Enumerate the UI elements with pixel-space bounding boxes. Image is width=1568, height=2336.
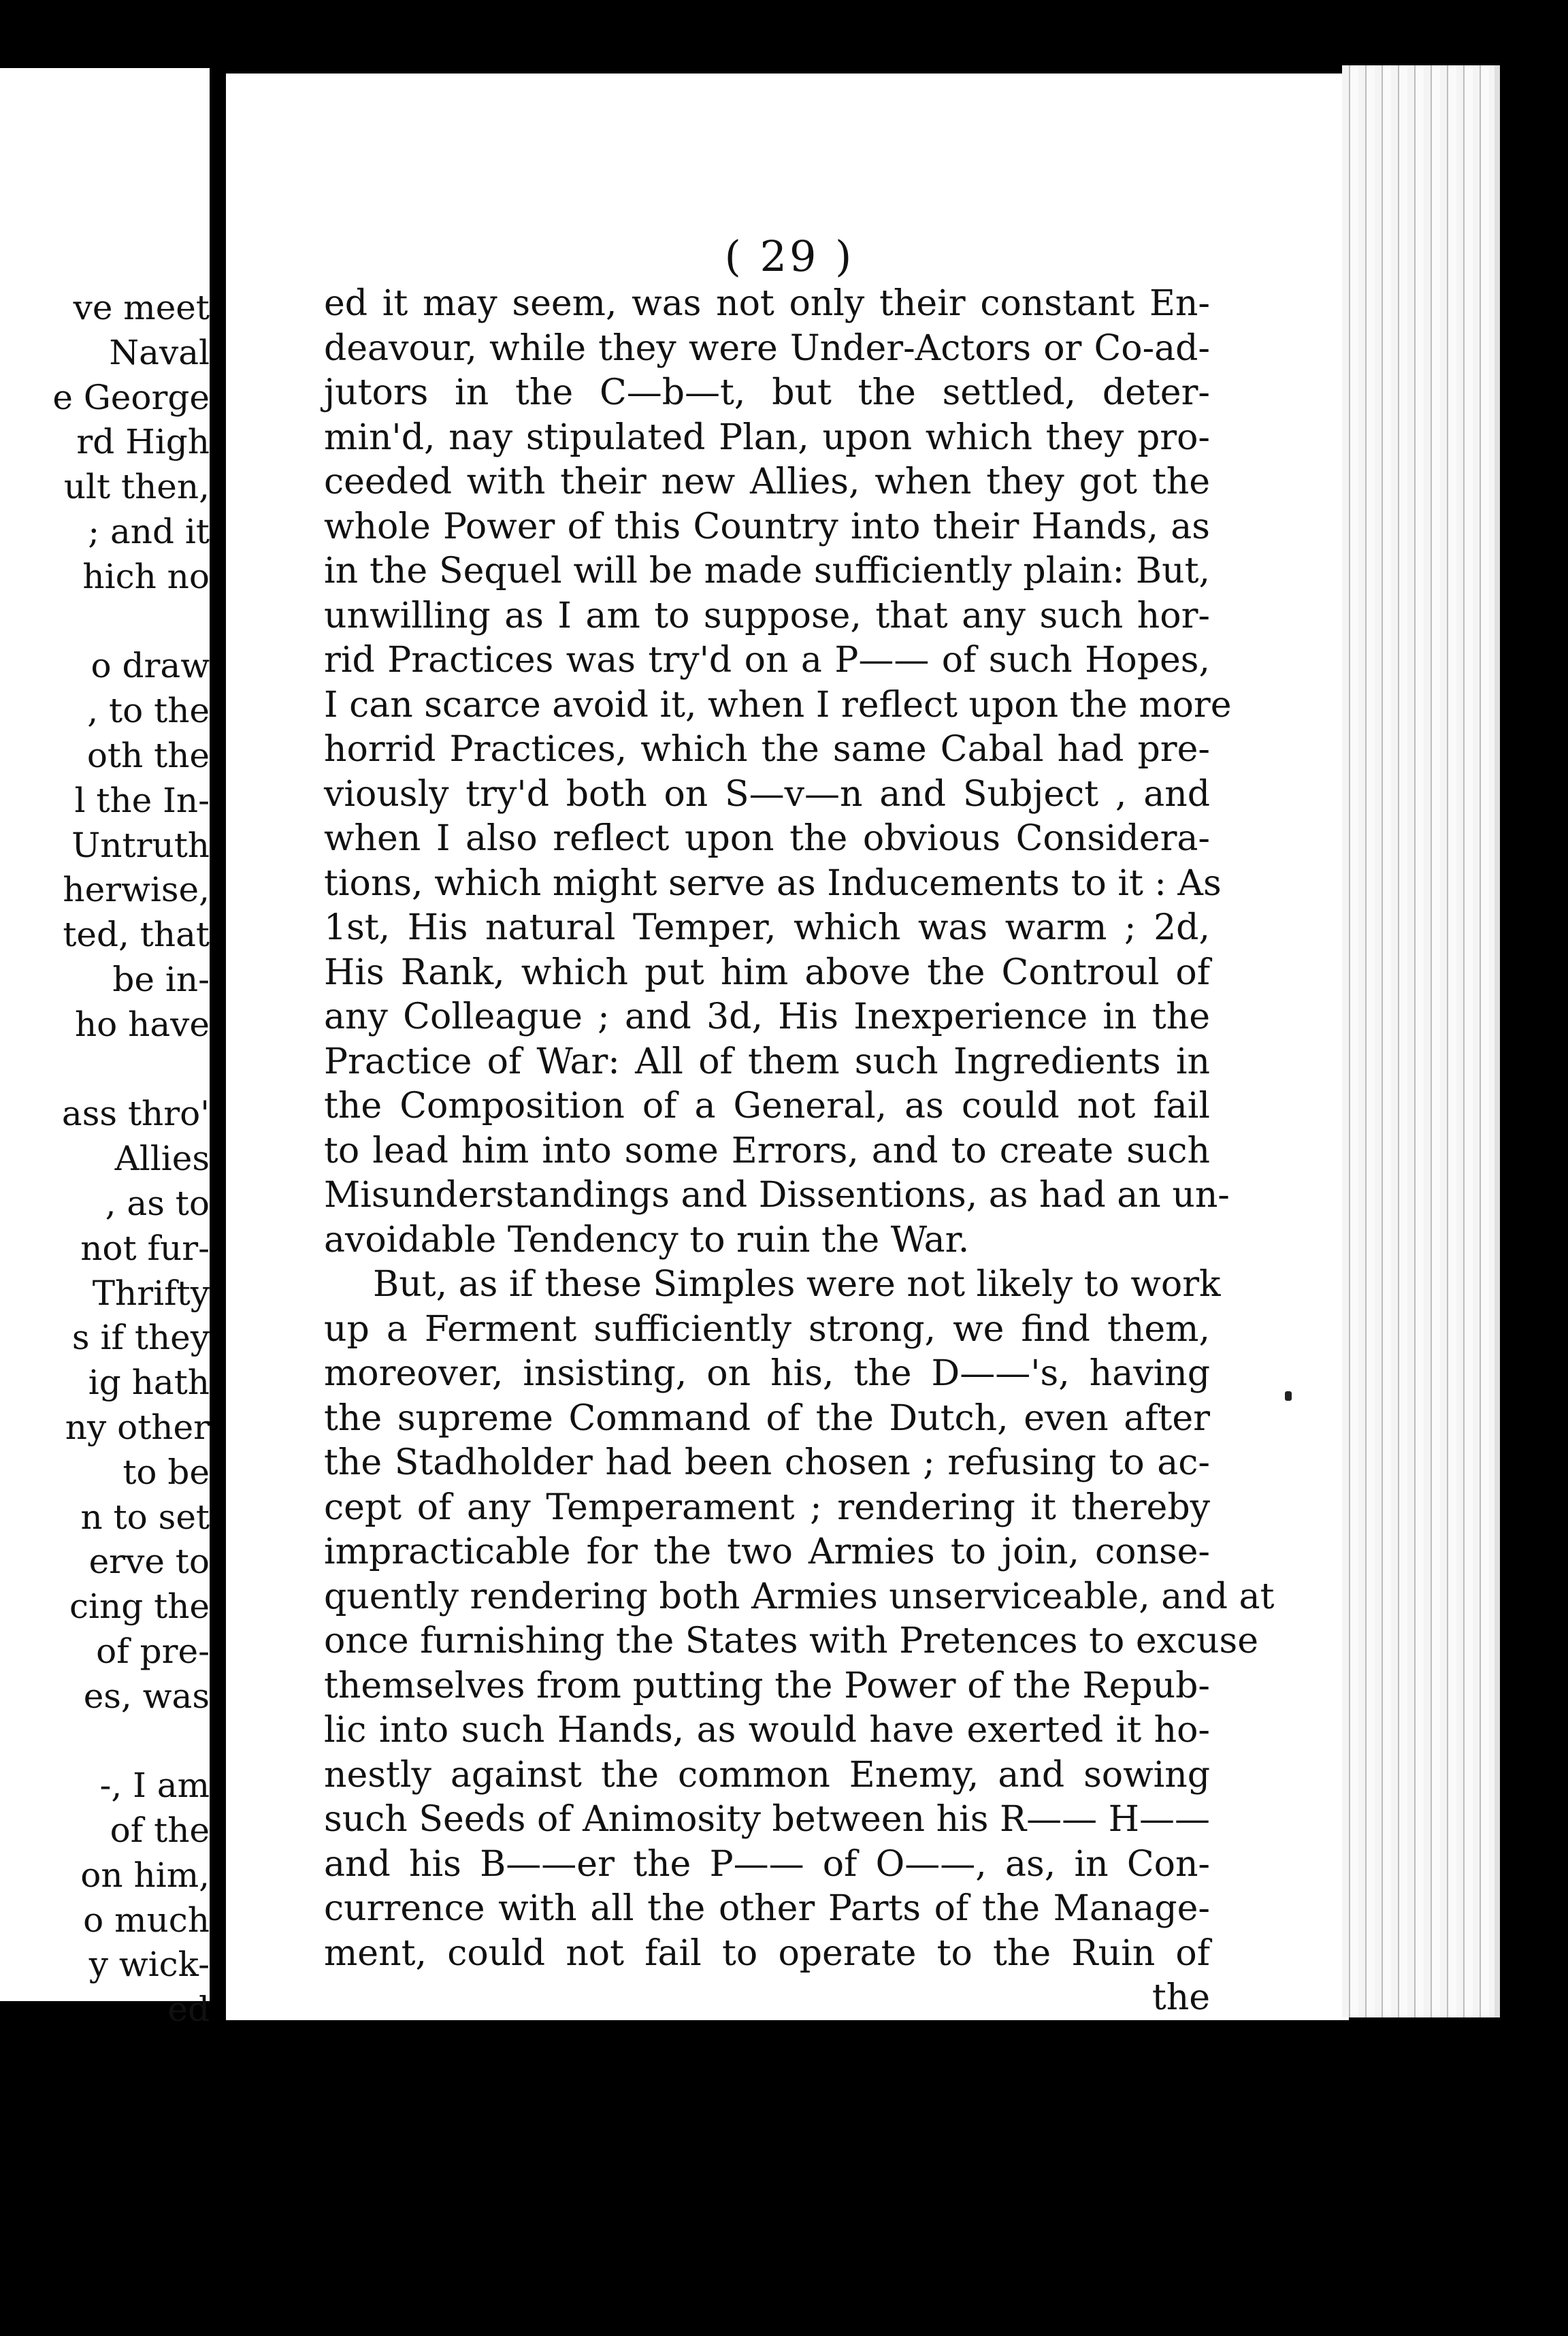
text-line: Misunderstandings and Dissentions, as had an un-: [324, 1175, 1230, 1216]
left-page-line: ig hath: [88, 1363, 210, 1403]
text-line: I can scarce avoid it, when I reflect upon the more: [324, 684, 1232, 726]
text-line: the Stadholder had been chosen ; refusing to ac-: [324, 1442, 1210, 1483]
text-line: ceeded with their new Allies, when they got the: [324, 461, 1210, 502]
paragraph-end-line: avoidable Tendency to ruin the War.: [324, 1219, 970, 1261]
text-line: lic into such Hands, as would have exerted it ho-: [324, 1710, 1210, 1751]
left-page-line: ny other: [65, 1407, 210, 1447]
text-line: deavour, while they were Under-Actors or Co-ad-: [324, 327, 1210, 369]
left-page-line: s if they: [71, 1318, 210, 1358]
text-line: the Composition of a General, as could not fail: [324, 1086, 1210, 1126]
text-line: such Seeds of Animosity between his R—— H——: [324, 1799, 1210, 1840]
left-page-line: , to the: [87, 691, 210, 731]
left-page-line: n to set: [80, 1497, 210, 1537]
ink-speck: [1285, 1391, 1292, 1401]
left-page-text: [12, 286, 210, 2032]
text-line: His Rank, which put him above the Controul of: [324, 952, 1210, 993]
text-line: unwilling as I am to suppose, that any such hor-: [324, 595, 1210, 636]
left-page-line: es, was: [83, 1676, 210, 1716]
text-line: currence with all the other Parts of the Manage-: [324, 1888, 1210, 1929]
left-page-line: ed: [167, 1990, 210, 2030]
left-page-line: on him,: [80, 1855, 210, 1895]
catchword: the: [1152, 1977, 1210, 2018]
text-line: themselves from putting the Power of the Repub-: [324, 1665, 1210, 1706]
left-page-line: e George: [52, 377, 210, 417]
left-page-line: ve meet: [73, 288, 210, 327]
left-page-line: not fur-: [80, 1228, 210, 1268]
text-line: and his B——er the P—— of O——, as, in Con-: [324, 1843, 1210, 1885]
left-page-line: hich no: [82, 556, 210, 596]
text-line: nestly against the common Enemy, and sowing: [324, 1754, 1210, 1796]
left-page-line: ; and it: [88, 511, 210, 551]
left-page-line: be in-: [112, 959, 210, 999]
text-line: once furnishing the States with Pretences to excuse: [324, 1621, 1258, 1661]
text-line: in the Sequel will be made sufficiently plain: But,: [324, 551, 1210, 591]
left-page-line: herwise,: [63, 870, 210, 910]
text-line: ment, could not fail to operate to the Ruin of: [324, 1932, 1210, 1974]
text-line: quently rendering both Armies unserviceable, and at: [324, 1576, 1275, 1617]
left-page-line: o much: [83, 1900, 210, 1940]
left-page-line: [12, 600, 210, 645]
left-page-line: ult then,: [63, 467, 210, 507]
left-page-line: of pre-: [96, 1631, 210, 1671]
left-page-line: Untruth: [71, 825, 210, 865]
page-edges: [1342, 65, 1500, 2017]
left-page-line: y wick-: [88, 1945, 210, 1985]
left-page-line: oth the: [86, 735, 210, 775]
left-page-line: Allies: [114, 1139, 210, 1179]
text-line: the supreme Command of the Dutch, even after: [324, 1397, 1210, 1439]
left-facing-page: [0, 68, 210, 2030]
left-page-line: o draw: [91, 646, 210, 686]
book-gutter: [210, 61, 226, 2008]
left-page-line: to be: [122, 1452, 210, 1492]
text-line: whole Power of this Country into their Hands, as: [324, 506, 1210, 547]
text-line: tions, which might serve as Inducements to it : As: [324, 862, 1222, 904]
text-line: viously try'd both on S—v—n and Subject , and: [324, 773, 1210, 815]
left-page-line: of the: [110, 1811, 210, 1851]
text-line: impracticable for the two Armies to join, conse-: [324, 1531, 1210, 1572]
text-line: up a Ferment sufficiently strong, we find them,: [324, 1308, 1210, 1350]
text-line: when I also reflect upon the obvious Considera-: [324, 818, 1210, 859]
left-page-line: Thrifty: [92, 1273, 210, 1313]
text-line: to lead him into some Errors, and to create such: [324, 1130, 1210, 1171]
text-line: rid Practices was try'd on a P—— of such Hopes,: [324, 640, 1210, 681]
text-line: 1st, His natural Temper, which was warm ; 2d,: [324, 907, 1210, 948]
page-body-text: [324, 282, 1275, 2021]
left-page-line: ted, that: [63, 915, 210, 955]
text-line: moreover, insisting, on his, the D——'s, having: [324, 1353, 1210, 1394]
text-line: min'd, nay stipulated Plan, upon which they pro-: [324, 417, 1210, 458]
text-line: jutors in the C—b—t, but the settled, deter-: [324, 372, 1210, 413]
left-page-line: ass thro': [61, 1094, 210, 1134]
left-page-line: cing the: [69, 1587, 210, 1627]
left-page-line: l the In-: [74, 780, 210, 820]
left-page-line: Naval: [109, 332, 210, 372]
left-page-line: erve to: [88, 1542, 210, 1582]
left-page-line: -, I am: [99, 1766, 210, 1806]
page-number: ( 29 ): [724, 231, 855, 281]
text-line: ed it may seem, was not only their constant En-: [324, 283, 1210, 324]
paragraph-start-line: But, as if these Simples were not likely to work: [373, 1264, 1221, 1305]
left-page-line: [12, 1719, 210, 1764]
left-page-line: [12, 1048, 210, 1092]
text-line: any Colleague ; and 3d, His Inexperience in the: [324, 996, 1210, 1037]
left-page-line: ho have: [74, 1004, 210, 1044]
left-page-line: , as to: [105, 1183, 210, 1223]
text-line: Practice of War: All of them such Ingredients in: [324, 1041, 1210, 1082]
text-line: horrid Practices, which the same Cabal had pre-: [324, 729, 1210, 770]
text-line: cept of any Temperament ; rendering it thereby: [324, 1487, 1210, 1528]
left-page-line: rd High: [76, 422, 210, 462]
